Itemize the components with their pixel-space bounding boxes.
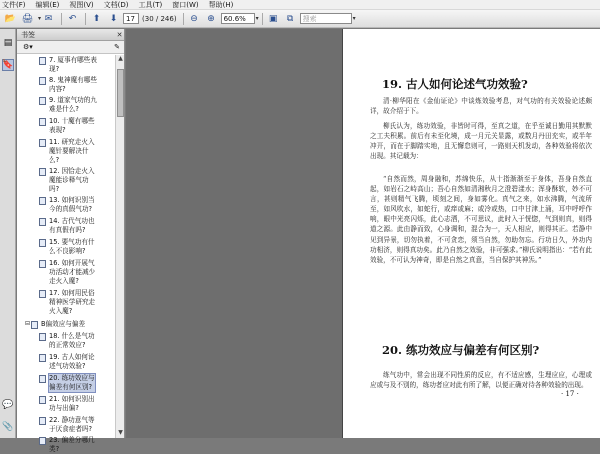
- list-item-selected[interactable]: 20. 练功效应与 偏差有何区别?: [39, 374, 95, 392]
- bookmark-icon: [39, 168, 46, 176]
- search-input[interactable]: 搜索: [300, 13, 352, 24]
- folder-icon[interactable]: 📂: [4, 13, 17, 24]
- chevron-down-icon[interactable]: ▾: [38, 15, 42, 22]
- fit-page-icon[interactable]: ⧉: [286, 13, 294, 24]
- menu-help[interactable]: 帮助(H): [208, 0, 234, 9]
- list-item[interactable]: 18. 什么是气功 的正常效应?: [39, 332, 95, 350]
- printer-icon[interactable]: 🖨: [21, 13, 34, 24]
- bookmark-icon: [39, 375, 46, 383]
- list-item[interactable]: 12. 因恰走火入 魔能诊释气功 吗?: [39, 167, 95, 193]
- bookmarks-panel: [17, 29, 125, 453]
- bookmark-icon: [39, 57, 46, 65]
- bookmark-icon: [39, 333, 46, 341]
- document-viewport[interactable]: [126, 29, 600, 438]
- new-bookmark-icon[interactable]: ✎: [114, 43, 120, 51]
- section-heading: 19. 古人如何论述气功效验?: [382, 77, 528, 91]
- list-item[interactable]: ⊟ B偏效应与偏差: [25, 320, 86, 328]
- list-item[interactable]: 22. 静功意气等 于厌食症者吗?: [39, 416, 95, 434]
- paragraph: 柳氏认为，练功效验，非皆时可得，至真之道，在乎至诚日勤用其默默之工夫积累。前后有未至化境，成一月元关显露，或数月丹田充实，或半年冲开，而在于脚踏实地，且无懈怠则可，一路则天机发动，各种效验将依次出现。其记载为：: [370, 122, 592, 161]
- list-item[interactable]: 14. 古代气功也 有真假有吗?: [39, 217, 95, 235]
- list-item[interactable]: 11. 研究走火入 魔针要解决什 么?: [39, 138, 95, 164]
- bookmark-icon: [31, 321, 38, 329]
- bookmark-icon: [39, 97, 46, 105]
- bookmark-icon: [39, 77, 46, 85]
- toolbar-divider: [61, 13, 62, 25]
- menu-window[interactable]: 窗口(W): [172, 0, 199, 9]
- list-item[interactable]: 16. 如何开展气 功活动才能减少 走火入魔?: [39, 259, 95, 285]
- page-number-input[interactable]: 17: [123, 13, 139, 24]
- bookmark-icon: [39, 437, 46, 445]
- comments-icon[interactable]: 💬: [2, 400, 14, 410]
- navigation-pane-strip: [0, 29, 16, 438]
- paragraph: “自然而然，周身融和，苏绵快乐，从十指渐渐至于身体，吾身自然直起，如岩石之峙高山；吾心自然如清湘秋月之澄碧漾水；浑身酥软，妙不可言，甚则精气飞腾，顷刻之间，身如雾化。真气之来，如水沸腾，气流所至，如风吹水，如蛇行，或痒或麻；或冷或热，口中甘津上涌，耳中呼呼作响，眼中光亮闪烁，此心志洒，不可思议，此时入于恍惚，气到则真，则得道之源。此由静而致，心身调和，混合为一，天人相应，则得其正。若静中见到异景，切勿执着，不可贪恋，须当自然，勿助勿忘。行功日久，外功内功相济，则得真功矣。此乃自然之效验，非可强求。”柳氏说明指出：“若有此效验，不可认为神奇，即是自然之真意，当自保护其神炁。”: [370, 175, 592, 264]
- save-icon[interactable]: ▣: [268, 13, 278, 24]
- list-item[interactable]: 13. 如何识别当 今的真假气功?: [39, 196, 95, 214]
- zoom-in-icon[interactable]: ⊕: [207, 13, 215, 24]
- paragraph: 练气功中，常会出现不同性质的反应，有不适应感，生理应应，心理或应或与及不别的，练功者应对此有所了解，以便正确对待各种效验的出现。: [370, 371, 592, 390]
- menu-edit[interactable]: 编辑(E): [35, 0, 60, 9]
- bookmark-icon: [39, 218, 46, 226]
- bookmark-icon: [39, 239, 46, 247]
- chevron-down-icon[interactable]: ▾: [255, 15, 259, 22]
- toolbar-divider: [183, 13, 184, 25]
- bookmark-icon: [39, 396, 46, 404]
- mail-icon[interactable]: ✉: [44, 13, 53, 24]
- bookmarks-icon[interactable]: 🔖: [2, 60, 14, 70]
- bookmark-list: [17, 55, 115, 453]
- list-item[interactable]: 8. 鬼神魔有哪些 内容?: [39, 76, 97, 94]
- toolbar: [0, 10, 600, 28]
- pages-icon[interactable]: ▤: [3, 38, 13, 48]
- bookmark-icon: [39, 290, 46, 298]
- page-number: · 17 ·: [561, 390, 579, 398]
- list-item[interactable]: 10. 十魔有哪些 表现?: [39, 117, 95, 135]
- menu-view[interactable]: 视图(V): [69, 0, 94, 9]
- menu-file[interactable]: 文件(F): [2, 0, 26, 9]
- list-item[interactable]: 17. 如何用民俗 精神医学研究走 火入魔?: [39, 289, 95, 315]
- back-arrow-icon[interactable]: ↶: [68, 13, 77, 24]
- scroll-up-icon[interactable]: ▲: [118, 55, 123, 62]
- scrollbar-thumb[interactable]: [117, 69, 124, 117]
- menu-tools[interactable]: 工具(T): [138, 0, 163, 9]
- list-item[interactable]: 15. 要气功有什 么不良影响?: [39, 238, 95, 256]
- scroll-down-icon[interactable]: ▼: [118, 429, 123, 436]
- list-item[interactable]: 23. 偏差分哪几 类?: [39, 436, 95, 454]
- page-count-label: (30 / 246): [142, 14, 177, 23]
- bookmarks-title: 书签: [21, 30, 35, 39]
- chevron-down-icon[interactable]: ▾: [352, 15, 356, 22]
- collapse-icon[interactable]: ⊟: [25, 320, 31, 327]
- toolbar-divider: [262, 13, 263, 25]
- list-item[interactable]: 21. 如何识别出 功与出偏?: [39, 395, 95, 413]
- section-heading: 20. 练功效应与偏差有何区别?: [382, 343, 540, 357]
- list-item[interactable]: 9. 道家气功的九 难是什么?: [39, 96, 97, 114]
- close-icon[interactable]: ✕: [116, 30, 123, 39]
- bookmark-icon: [39, 197, 46, 205]
- bookmarks-header: [17, 29, 124, 41]
- bookmark-icon: [39, 260, 46, 268]
- page-up-icon[interactable]: ⬆: [92, 13, 101, 24]
- toolbar-divider: [85, 13, 86, 25]
- bookmarks-toolbar: [17, 41, 124, 54]
- bookmark-icon: [39, 118, 46, 126]
- list-item[interactable]: 7. 厦事有哪些表 现?: [39, 56, 97, 74]
- bookmark-icon: [39, 417, 46, 425]
- bookmarks-scrollbar[interactable]: [115, 55, 124, 438]
- zoom-level-field[interactable]: 60.6%: [221, 13, 255, 24]
- menu-bar: [0, 0, 600, 10]
- bookmark-icon: [39, 139, 46, 147]
- document-page: [342, 29, 600, 438]
- options-icon[interactable]: ⚙▾: [23, 43, 33, 51]
- zoom-out-icon[interactable]: ⊖: [190, 13, 198, 24]
- menu-document[interactable]: 文档(D): [103, 0, 129, 9]
- attachment-icon[interactable]: 📎: [2, 422, 14, 432]
- list-item[interactable]: 19. 古人如何论 述气功效验?: [39, 353, 95, 371]
- paragraph: 清·柳华阳在《金仙证论》中谈炼效验考息，对气功的有关效验论述颇详，故介绍于下。: [370, 97, 592, 116]
- bookmark-icon: [39, 354, 46, 362]
- page-down-icon[interactable]: ⬇: [109, 13, 118, 24]
